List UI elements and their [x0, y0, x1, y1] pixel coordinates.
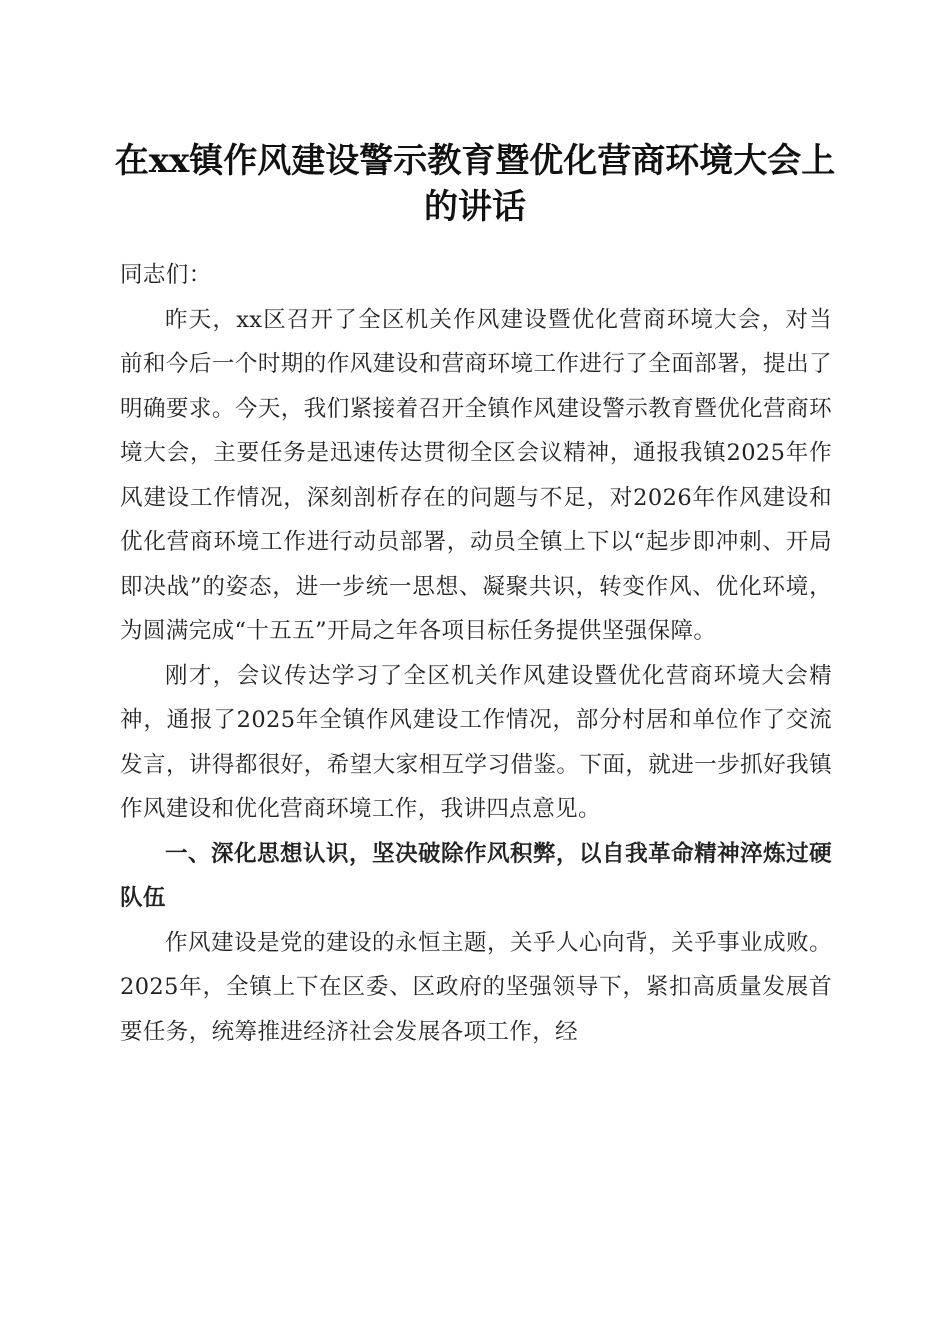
paragraph-section-one: 作风建设是党的建设的永恒主题，关乎人心向背，关乎事业成败。2025年，全镇上下在区委、区政府的坚强领导下，紧扣高质量发展首要任务，统筹推进经济社会发展各项工作，经 [120, 929, 832, 1045]
document-body [120, 253, 832, 1054]
salutation: 同志们： [120, 262, 212, 288]
document-title: 在xx镇作风建设警示教育暨优化营商环境大会上的讲话 [114, 141, 836, 227]
section-heading: 一、深化思想认识，坚决破除作风积弊，以自我革命精神淬炼过硬队伍 [120, 840, 832, 911]
paragraph-summary: 刚才，会议传达学习了全区机关作风建设暨优化营商环境大会精神，通报了2025年全镇作风建设工作情况，部分村居和单位作了交流发言，讲得都很好，希望大家相互学习借鉴。下面，就进一步抓好我镇作风建设和优化营商环境工作，我讲四点意见。 [120, 662, 832, 822]
paragraph-opening: 昨天，xx区召开了全区机关作风建设暨优化营商环境大会，对当前和今后一个时期的作风建设和营商环境工作进行了全面部署，提出了明确要求。今天，我们紧接着召开全镇作风建设警示教育暨优化营商环境大会，主要任务是迅速传达贯彻全区会议精神，通报我镇2025年作风建设工作情况，深刻剖析存在的问题与不足，对2026年作风建设和优化营商环境工作进行动员部署，动员全镇上下以“起步即冲刺、开局即决战”的姿态，进一步统一思想、凝聚共识，转变作风、优化环境，为圆满完成“十五五”开局之年各项目标任务提供坚强保障。 [120, 306, 832, 644]
